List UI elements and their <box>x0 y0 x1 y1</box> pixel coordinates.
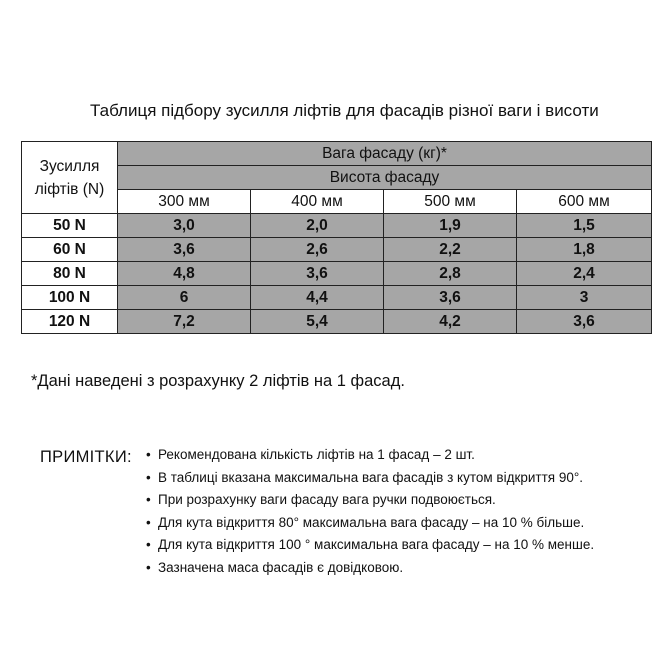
weight-cell: 3,6 <box>118 238 251 262</box>
list-item <box>146 557 594 580</box>
list-item <box>146 534 594 557</box>
table-row <box>22 310 652 334</box>
force-cell: 50 N <box>22 214 118 238</box>
bullet-icon: • <box>146 559 151 575</box>
weight-cell: 3,6 <box>251 262 384 286</box>
force-header-line-1: Зусилля <box>39 157 100 175</box>
note-text: Для кута відкриття 80° максимальна вага фасаду – на 10 % більше. <box>158 514 585 530</box>
weight-cell: 5,4 <box>251 310 384 334</box>
table-row <box>22 238 652 262</box>
weight-cell: 4,8 <box>118 262 251 286</box>
force-cell: 60 N <box>22 238 118 262</box>
list-item <box>146 489 594 512</box>
weight-cell: 1,9 <box>384 214 517 238</box>
table-row <box>22 214 652 238</box>
force-cell: 80 N <box>22 262 118 286</box>
weight-cell: 2,2 <box>384 238 517 262</box>
table-row <box>22 286 652 310</box>
weight-cell: 3 <box>517 286 652 310</box>
weight-cell: 3,6 <box>517 310 652 334</box>
height-400: 400 мм <box>251 190 384 214</box>
page-title: Таблиця підбору зусилля ліфтів для фасадів різної ваги і висоти <box>90 101 599 120</box>
height-600: 600 мм <box>517 190 652 214</box>
bullet-icon: • <box>146 514 151 530</box>
list-item <box>146 444 594 467</box>
note-text: В таблиці вказана максимальна вага фасадів з кутом відкриття 90°. <box>158 469 584 485</box>
force-column-header <box>22 142 118 214</box>
bullet-icon: • <box>146 537 151 552</box>
weight-cell: 6 <box>118 286 251 310</box>
height-300: 300 мм <box>118 190 251 214</box>
weight-cell: 1,5 <box>517 214 652 238</box>
footnote: *Дані наведені з розрахунку 2 ліфтів на 1 фасад. <box>31 372 405 390</box>
height-header: Висота фасаду <box>118 166 652 190</box>
list-item <box>146 512 594 535</box>
force-header-line-2: ліфтів (N) <box>34 180 105 198</box>
weight-cell: 3,0 <box>118 214 251 238</box>
notes-list <box>146 444 594 579</box>
weight-cell: 1,8 <box>517 238 652 262</box>
weight-cell: 2,6 <box>251 238 384 262</box>
lift-force-table <box>21 141 652 334</box>
force-cell: 100 N <box>22 286 118 310</box>
weight-cell: 4,2 <box>384 310 517 334</box>
table-row <box>22 262 652 286</box>
bullet-icon: • <box>146 469 151 485</box>
weight-header: Вага фасаду (кг)* <box>118 142 652 166</box>
bullet-icon: • <box>146 492 151 507</box>
table-header-row <box>22 142 652 166</box>
list-item <box>146 467 594 490</box>
weight-cell: 4,4 <box>251 286 384 310</box>
weight-cell: 3,6 <box>384 286 517 310</box>
force-cell: 120 N <box>22 310 118 334</box>
bullet-icon: • <box>146 447 151 462</box>
note-text: При розрахунку ваги фасаду вага ручки подвоюється. <box>158 492 496 507</box>
note-text: Зазначена маса фасадів є довідковою. <box>158 559 404 575</box>
note-text: Рекомендована кількість ліфтів на 1 фасад – 2 шт. <box>158 447 475 462</box>
weight-cell: 2,8 <box>384 262 517 286</box>
weight-cell: 2,0 <box>251 214 384 238</box>
height-500: 500 мм <box>384 190 517 214</box>
weight-cell: 2,4 <box>517 262 652 286</box>
weight-cell: 7,2 <box>118 310 251 334</box>
note-text: Для кута відкриття 100 ° максимальна вага фасаду – на 10 % менше. <box>158 537 595 552</box>
notes-label: ПРИМІТКИ: <box>40 448 132 466</box>
